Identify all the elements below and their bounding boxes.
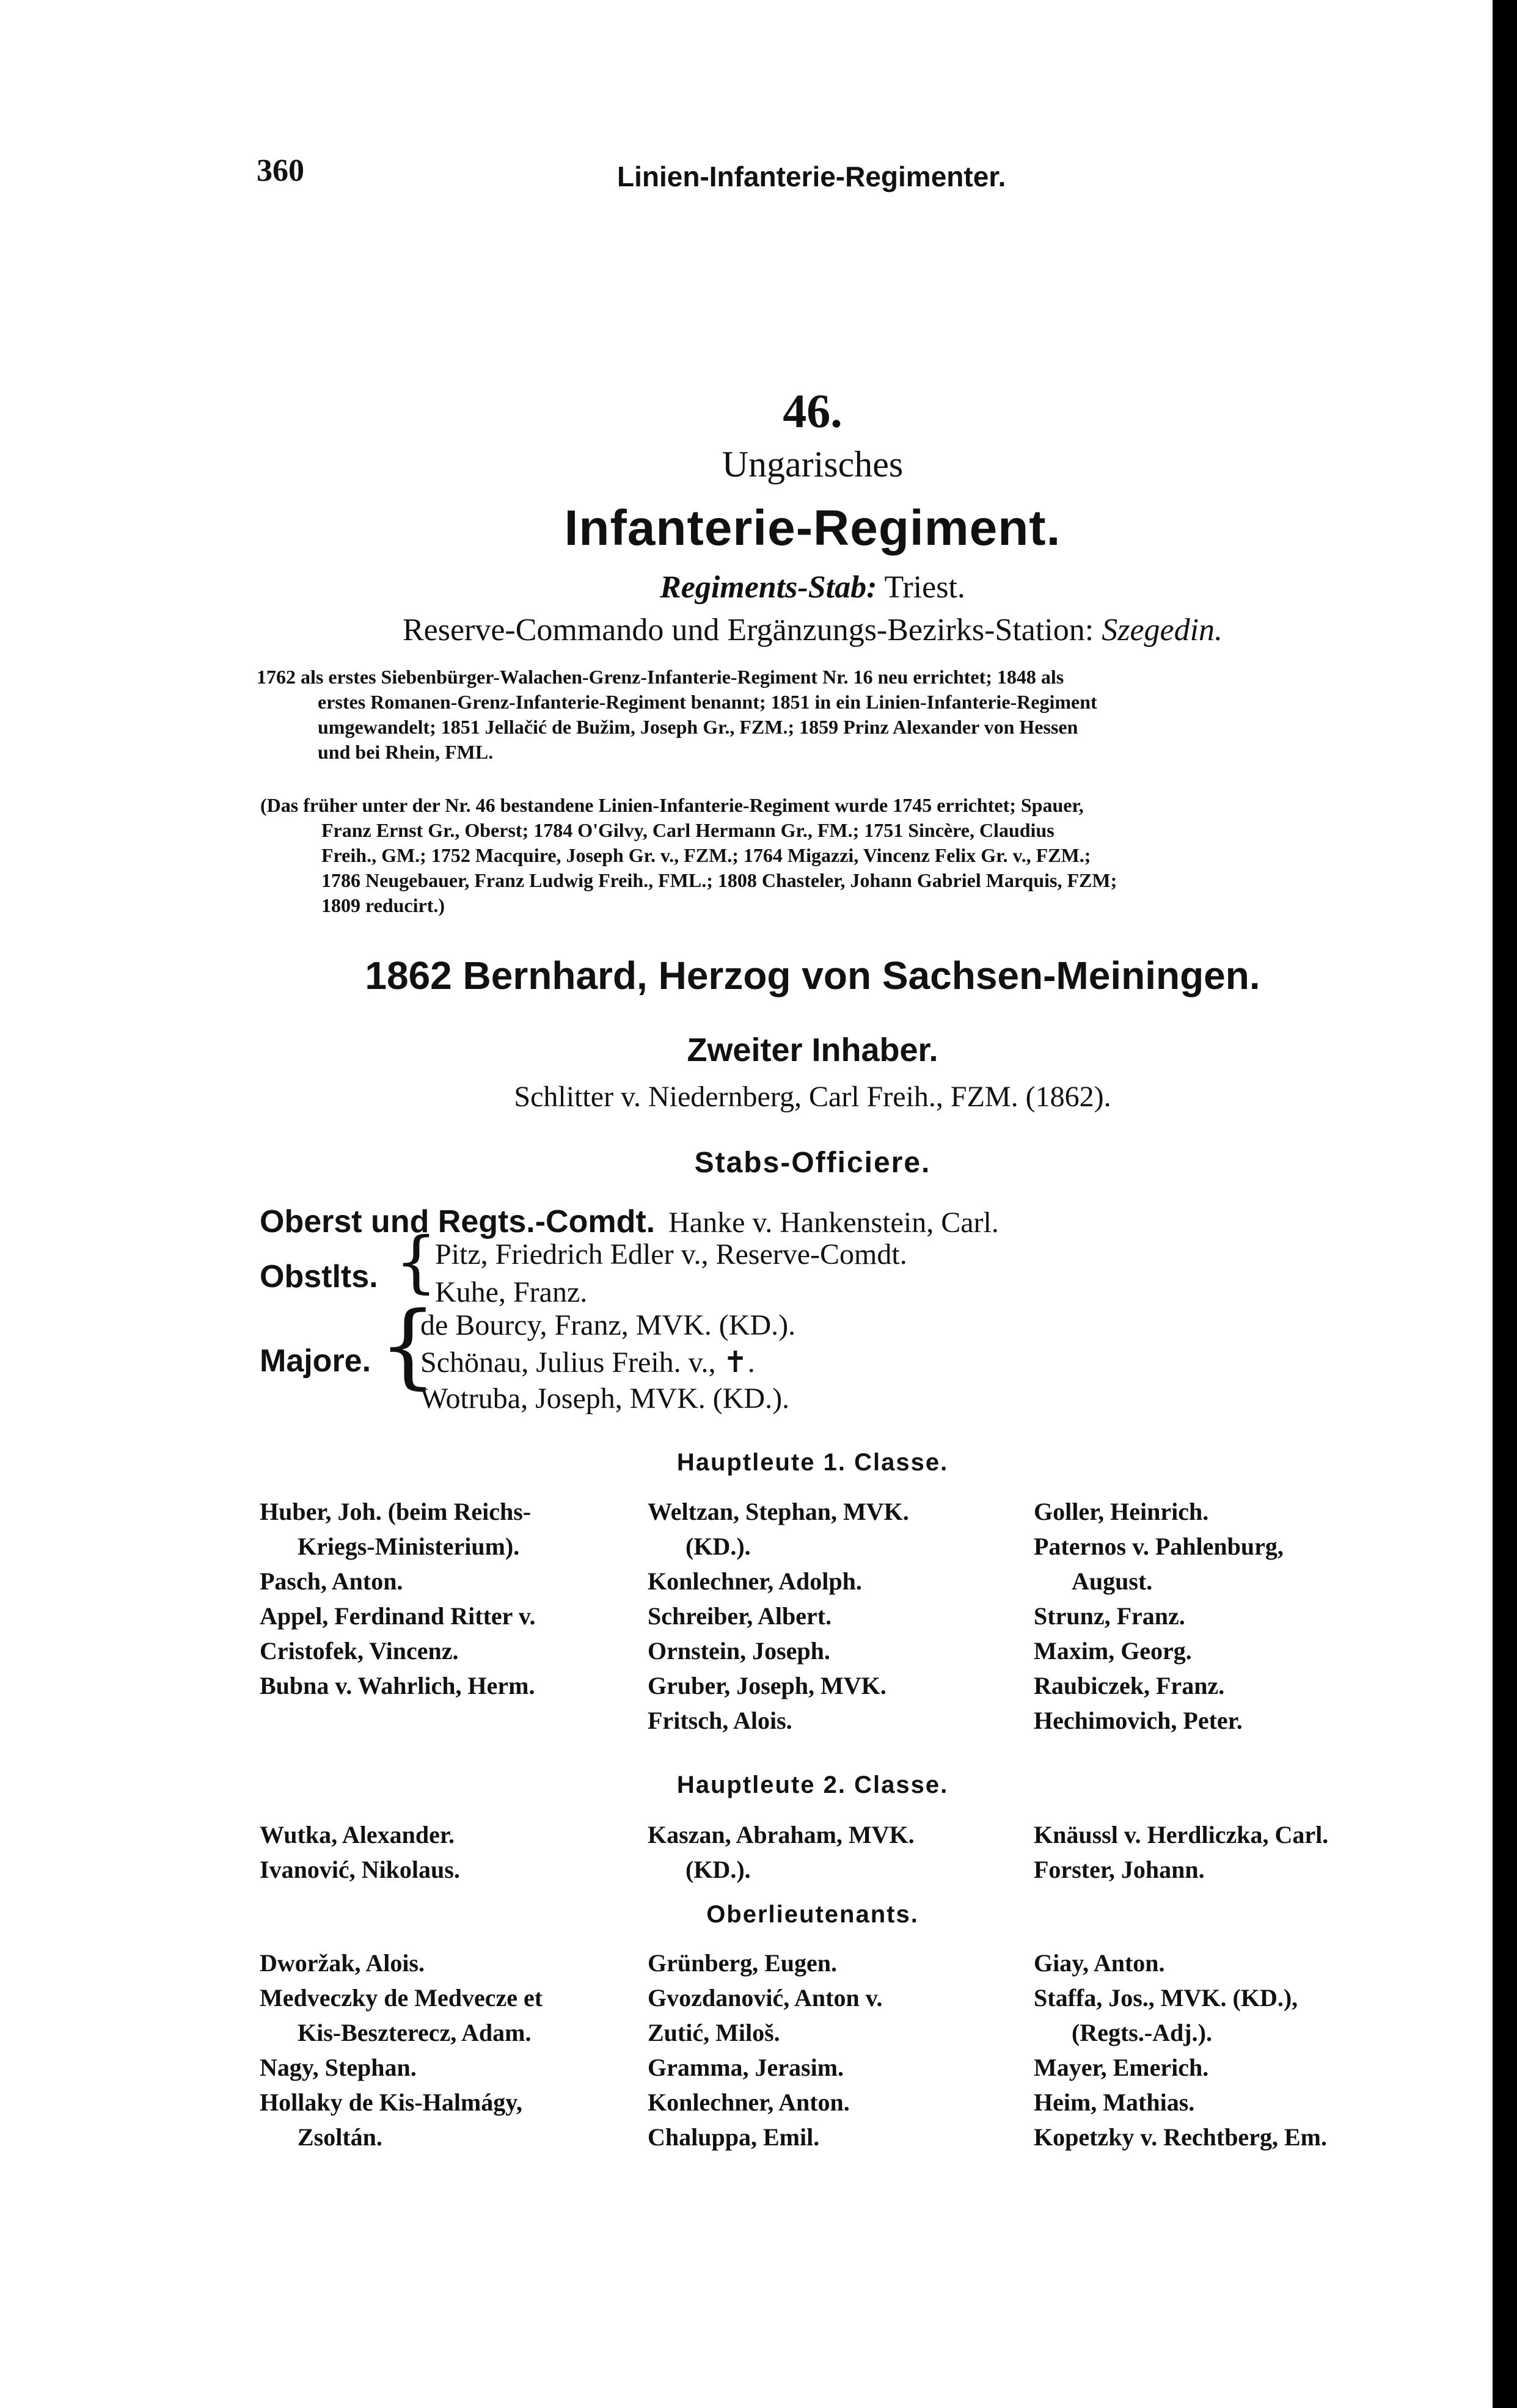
list-item: Strunz, Franz. — [1034, 1602, 1185, 1630]
list-item: Pasch, Anton. — [260, 1567, 403, 1595]
zweiter-inhaber-name: Schlitter v. Niedernberg, Carl Freih., FZM. (1862). — [514, 1081, 1111, 1113]
brace-icon: { — [379, 1293, 437, 1399]
list-item: Kopetzky v. Rechtberg, Em. — [1034, 2123, 1327, 2151]
hauptleute-1-column-3 — [1034, 1494, 1284, 1738]
list-item: Gruber, Joseph, MVK. — [648, 1672, 886, 1699]
list-item: Bubna v. Wahrlich, Herm. — [260, 1672, 535, 1699]
obstlt-name: Pitz, Friedrich Edler v., Reserve-Comdt. — [435, 1238, 907, 1271]
list-item: Fritsch, Alois. — [648, 1707, 792, 1734]
oberlieutenants-heading: Oberlieutenants. — [706, 1901, 919, 1928]
list-item: Kriegs-Ministerium). — [298, 1533, 520, 1560]
list-item: August. — [1072, 1567, 1153, 1595]
list-item: Cristofek, Vincenz. — [260, 1637, 459, 1665]
list-item: Gramma, Jerasim. — [648, 2054, 844, 2081]
regiment-number: 46. — [783, 384, 843, 437]
list-item: Huber, Joh. (beim Reichs- — [260, 1498, 532, 1525]
list-item: Wutka, Alexander. — [260, 1821, 455, 1848]
list-item: Gvozdanović, Anton v. — [648, 1984, 883, 2012]
oberlieutenants-column-3 — [1034, 1946, 1327, 2154]
list-item: Nagy, Stephan. — [260, 2054, 417, 2081]
list-item: (KD.). — [685, 1856, 751, 1883]
list-item: Goller, Heinrich. — [1034, 1498, 1209, 1525]
hauptleute-1-column-2 — [648, 1494, 909, 1738]
reserve-label: Reserve-Commando und Ergänzungs-Bezirks-Station: — [402, 613, 1094, 648]
list-item: Weltzan, Stephan, MVK. — [648, 1498, 909, 1525]
page-number: 360 — [257, 153, 304, 188]
former-line: Franz Ernst Gr., Oberst; 1784 O'Gilvy, Carl Hermann Gr., FM.; 1751 Sincère, Claudius — [321, 819, 1055, 841]
history-line: 1762 als erstes Siebenbürger-Walachen-Grenz-Infanterie-Regiment Nr. 16 neu errichtet; 1848 als — [257, 666, 1064, 688]
list-item: Dworžak, Alois. — [260, 1949, 425, 1977]
list-item: Hechimovich, Peter. — [1034, 1707, 1243, 1734]
zweiter-inhaber-heading: Zweiter Inhaber. — [687, 1032, 938, 1068]
list-item: Hollaky de Kis-Halmágy, — [260, 2089, 523, 2116]
reserve-station — [0, 612, 1517, 648]
list-item: Staffa, Jos., MVK. (KD.), — [1034, 1984, 1298, 2012]
list-item: Schreiber, Albert. — [648, 1602, 832, 1630]
oberst-label: Oberst und Regts.-Comdt. — [260, 1204, 656, 1239]
oberlieutenants-column-1 — [260, 1946, 543, 2154]
list-item: Raubiczek, Franz. — [1034, 1672, 1225, 1699]
list-item: Maxim, Georg. — [1034, 1637, 1192, 1665]
brace-icon: { — [395, 1222, 437, 1301]
scan-border — [1493, 0, 1517, 2408]
list-item: Kaszan, Abraham, MVK. — [648, 1821, 915, 1848]
inhaber: 1862 Bernhard, Herzog von Sachsen-Meiningen. — [365, 954, 1260, 998]
hauptleute-1-heading: Hauptleute 1. Classe. — [676, 1449, 949, 1476]
former-line: Freih., GM.; 1752 Macquire, Joseph Gr. v., FZM.; 1764 Migazzi, Vincenz Felix Gr. v., FZM.; — [321, 844, 1091, 866]
regiment-nation: Ungarisches — [722, 444, 904, 484]
list-item: Heim, Mathias. — [1034, 2089, 1195, 2116]
obstlts-label: Obstlts. — [260, 1259, 378, 1294]
reserve-place: Szegedin. — [1102, 613, 1223, 648]
list-item: Knäussl v. Herdliczka, Carl. — [1034, 1821, 1329, 1848]
regiments-stab — [0, 569, 1517, 605]
hauptleute-2-column-1 — [260, 1817, 460, 1887]
list-item: Zutić, Miloš. — [648, 2019, 780, 2046]
obstlt-name: Kuhe, Franz. — [435, 1276, 588, 1308]
running-title: Linien-Infanterie-Regimenter. — [617, 161, 1006, 192]
history-line: umgewandelt; 1851 Jellačić de Bužim, Joseph Gr., FZM.; 1859 Prinz Alexander von Hessen — [318, 716, 1078, 738]
list-item: Forster, Johann. — [1034, 1856, 1205, 1883]
oberlieutenants-column-2 — [648, 1946, 883, 2154]
former-line: (Das früher unter der Nr. 46 bestandene Linien-Infanterie-Regiment wurde 1745 errichtet; Spauer, — [260, 794, 1084, 816]
list-item: Kis-Beszterecz, Adam. — [298, 2019, 532, 2046]
hauptleute-2-heading: Hauptleute 2. Classe. — [676, 1771, 949, 1798]
regiment-title: Infanterie-Regiment. — [564, 500, 1061, 556]
list-item: Ornstein, Joseph. — [648, 1637, 830, 1665]
list-item: Konlechner, Adolph. — [648, 1567, 862, 1595]
list-item: Paternos v. Pahlenburg, — [1034, 1533, 1284, 1560]
list-item: Grünberg, Eugen. — [648, 1949, 838, 1977]
oberst-name: Hanke v. Hankenstein, Carl. — [668, 1206, 999, 1239]
former-line: 1809 reducirt.) — [321, 894, 445, 916]
list-item: Giay, Anton. — [1034, 1949, 1165, 1977]
list-item: Chaluppa, Emil. — [648, 2123, 820, 2151]
list-item: (Regts.-Adj.). — [1072, 2019, 1212, 2046]
list-item: Ivanović, Nikolaus. — [260, 1856, 460, 1883]
stabs-officiere-heading: Stabs-Officiere. — [694, 1147, 931, 1179]
history-line: erstes Romanen-Grenz-Infanterie-Regiment benannt; 1851 in ein Linien-Infanterie-Regiment — [318, 691, 1097, 713]
former-regiment-paragraph — [260, 793, 1117, 918]
list-item: Medveczky de Medvecze et — [260, 1984, 543, 2012]
stab-label: Regiments-Stab: — [660, 570, 877, 605]
stab-place: Triest. — [884, 570, 965, 605]
list-item: (KD.). — [685, 1533, 751, 1560]
list-item: Mayer, Emerich. — [1034, 2054, 1209, 2081]
major-name: de Bourcy, Franz, MVK. (KD.). — [420, 1309, 796, 1341]
hauptleute-2-column-3 — [1034, 1817, 1328, 1887]
list-item: Konlechner, Anton. — [648, 2089, 850, 2116]
history-paragraph — [257, 665, 1097, 765]
majore-label: Majore. — [260, 1343, 371, 1379]
list-item: Zsoltán. — [298, 2123, 382, 2151]
former-line: 1786 Neugebauer, Franz Ludwig Freih., FML.; 1808 Chasteler, Johann Gabriel Marquis, FZM; — [321, 869, 1117, 891]
major-name: Wotruba, Joseph, MVK. (KD.). — [420, 1382, 790, 1415]
list-item: Appel, Ferdinand Ritter v. — [260, 1602, 536, 1630]
hauptleute-1-column-1 — [260, 1494, 536, 1703]
major-name: Schönau, Julius Freih. v., ✝. — [420, 1346, 755, 1379]
history-line: und bei Rhein, FML. — [318, 741, 494, 763]
oberst-row — [260, 1203, 999, 1240]
hauptleute-2-column-2 — [648, 1817, 915, 1887]
